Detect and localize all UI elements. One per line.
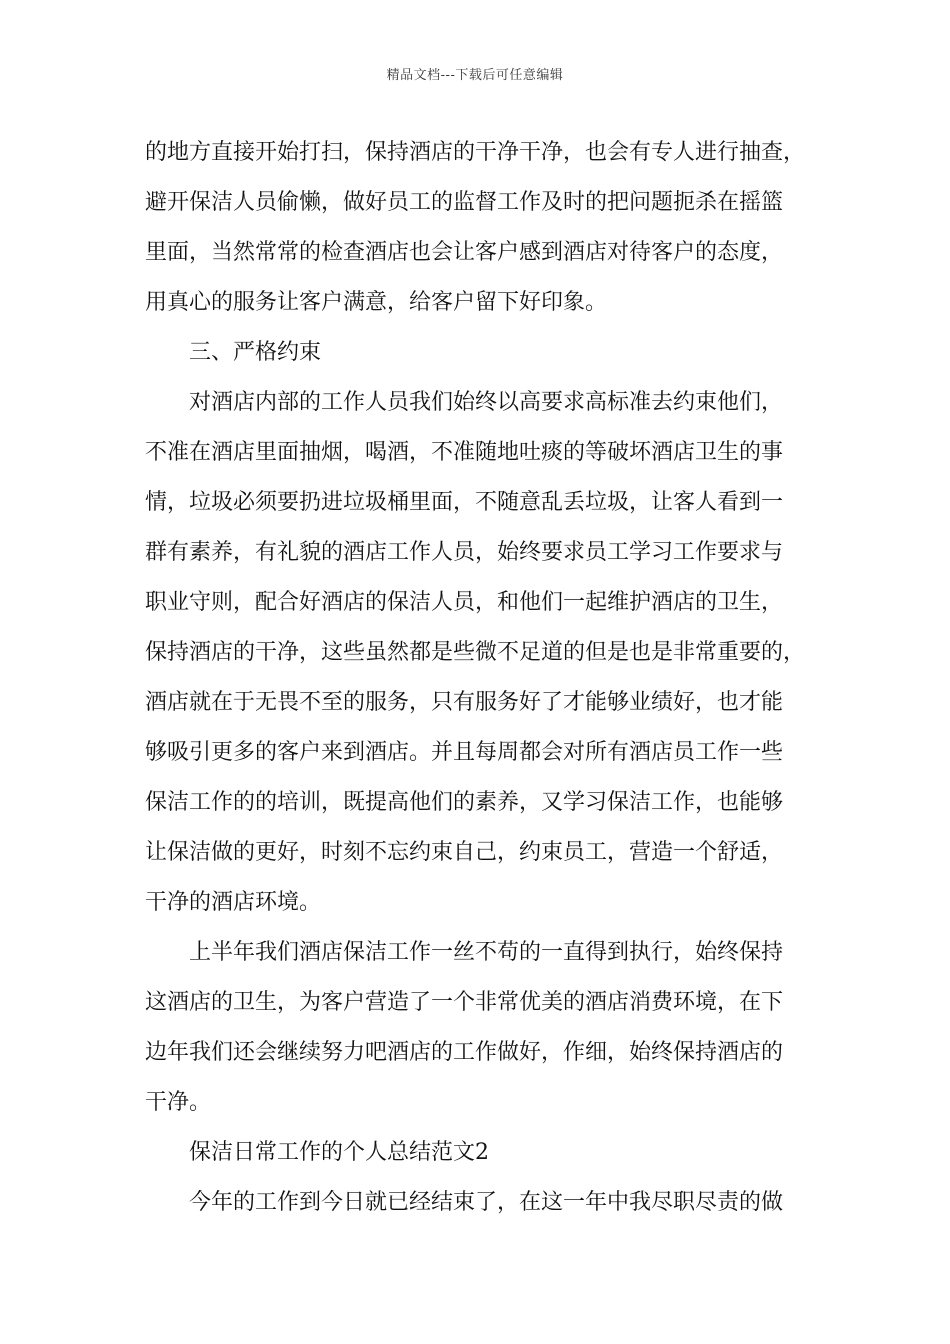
text-line-11: 保持酒店的干净，这些虽然都是些微不足道的但是也是非常重要的，	[145, 640, 806, 665]
text-line-18: 这酒店的卫生，为客户营造了一个非常优美的酒店消费环境，在下	[145, 990, 784, 1015]
page-header: 精品文档---下载后可任意编辑	[386, 68, 564, 83]
text-line-3: 里面，当然常常的检查酒店也会让客户感到酒店对待客户的态度，	[145, 240, 784, 265]
text-line-19: 边年我们还会继续努力吧酒店的工作做好，作细，始终保持酒店的	[145, 1040, 784, 1065]
text-line-14: 保洁工作的的培训，既提高他们的素养，又学习保洁工作，也能够	[145, 790, 784, 815]
document-body	[145, 128, 825, 1228]
text-line-1: 的地方直接开始打扫，保持酒店的干净干净，也会有专人进行抽查，	[145, 140, 806, 165]
text-line-15: 让保洁做的更好，时刻不忘约束自己，约束员工，营造一个舒适，	[145, 840, 784, 865]
text-line-16: 干净的酒店环境。	[145, 890, 322, 915]
text-line-10: 职业守则，配合好酒店的保洁人员，和他们一起维护酒店的卫生，	[145, 590, 784, 615]
article-title: 保洁日常工作的个人总结范文2	[189, 1140, 489, 1165]
text-line-22: 今年的工作到今日就已经结束了，在这一年中我尽职尽责的做	[189, 1190, 784, 1215]
text-line-12: 酒店就在于无畏不至的服务，只有服务好了才能够业绩好，也才能	[145, 690, 784, 715]
text-line-13: 够吸引更多的客户来到酒店。并且每周都会对所有酒店员工作一些	[145, 740, 784, 765]
text-line-17: 上半年我们酒店保洁工作一丝不苟的一直得到执行，始终保持	[189, 940, 784, 965]
section-heading: 三、严格约束	[189, 340, 322, 365]
text-line-7: 不准在酒店里面抽烟，喝酒，不准随地吐痰的等破坏酒店卫生的事	[145, 440, 784, 465]
text-line-9: 群有素养，有礼貌的酒店工作人员，始终要求员工学习工作要求与	[145, 540, 784, 565]
text-line-4: 用真心的服务让客户满意，给客户留下好印象。	[145, 290, 608, 315]
text-line-8: 情，垃圾必须要扔进垃圾桶里面，不随意乱丢垃圾，让客人看到一	[145, 490, 784, 515]
text-line-6: 对酒店内部的工作人员我们始终以高要求高标准去约束他们，	[189, 390, 784, 415]
text-line-2: 避开保洁人员偷懒，做好员工的监督工作及时的把问题扼杀在摇篮	[145, 190, 784, 215]
text-line-20: 干净。	[145, 1090, 212, 1115]
